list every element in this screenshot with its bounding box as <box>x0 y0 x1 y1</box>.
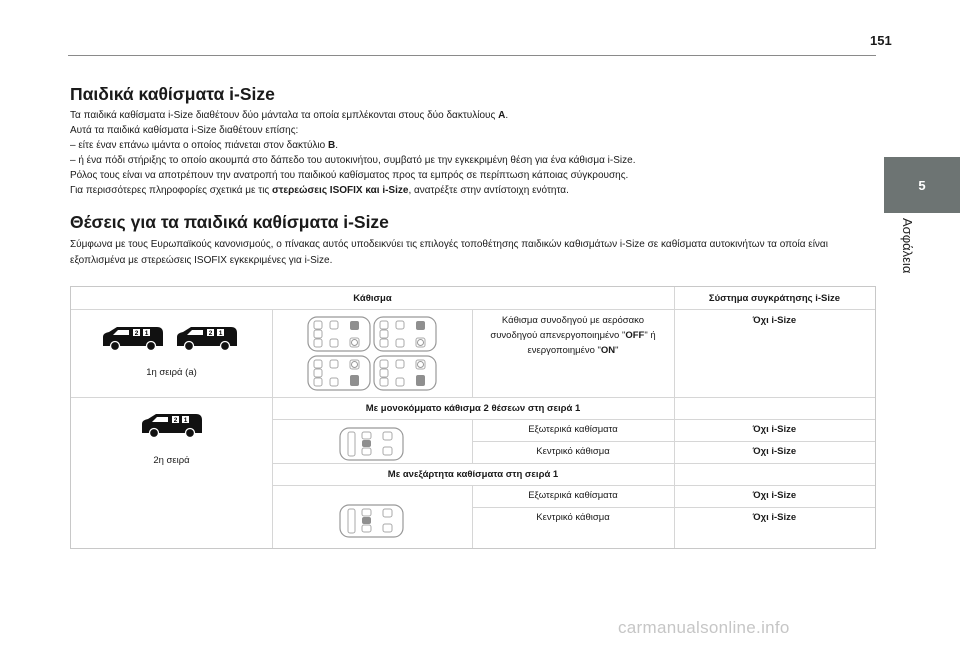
group1-title: Με μονοκόμματο κάθισμα 2 θέσεων στη σειρά 1 <box>365 403 581 414</box>
car-top-view-icon <box>339 427 405 461</box>
van-icon <box>140 411 204 439</box>
list-item-support-leg: – ή ένα πόδι στήριξης το οποίο ακουμπά στο δάπεδο του αυτοκινήτου, συμβατό με την εγκεκριμένη θέση για ένα κάθισμα i-Size. <box>70 155 636 166</box>
isize-positions-table <box>70 286 876 549</box>
row1-value: Όχι i-Size <box>752 315 797 326</box>
chapter-tab[interactable] <box>884 157 960 213</box>
intro-line-1: Σύμφωνα με τους Ευρωπαϊκούς κανονισμούς, ο πίνακας αυτός υποδεικνύει τις επιλογές τοποθέτησης παιδικών καθισμάτων i-Size σε καθίσματα αυτοκινήτων τα οποία είναι <box>70 239 828 250</box>
group2-title: Με ανεξάρτητα καθίσματα στη σειρά 1 <box>387 469 559 480</box>
svg-text:1: 1 <box>183 417 188 424</box>
seat-diagrams-row1 <box>306 315 438 391</box>
paragraph-1: Τα παιδικά καθίσματα i-Size διαθέτουν δύο μάνταλα τα οποία εμπλέκονται στους δύο δακτυλίους A. <box>70 110 509 121</box>
group2-outer-seats: Εξωτερικά καθίσματα <box>528 490 618 501</box>
watermark: carmanualsonline.info <box>618 618 790 637</box>
van-icon <box>177 327 237 351</box>
svg-text:1: 1 <box>144 330 149 337</box>
isofix-link[interactable]: στερεώσεις ISOFIX και i-Size <box>272 185 409 196</box>
group2-outer-value: Όχι i-Size <box>752 490 797 501</box>
car-top-view-icon <box>308 317 370 351</box>
group1-center-value: Όχι i-Size <box>752 446 797 457</box>
section-title-isize: Παιδικά καθίσματα i-Size <box>70 84 275 104</box>
svg-text:2: 2 <box>173 417 178 424</box>
car-top-view-icon <box>374 317 436 351</box>
row2-label: 2η σειρά <box>153 455 190 466</box>
page-number: 151 <box>870 33 892 48</box>
group1-outer-seats: Εξωτερικά καθίσματα <box>528 424 618 435</box>
paragraph-2: Αυτά τα παιδικά καθίσματα i-Size διαθέτουν επίσης: <box>70 125 299 136</box>
group1-outer-value: Όχι i-Size <box>752 424 797 435</box>
group1-center-seat: Κεντρικό κάθισμα <box>536 446 610 457</box>
van-icons-row1 <box>101 324 241 352</box>
header-restraint-system: Σύστημα συγκράτησης i-Size <box>708 293 841 304</box>
car-top-view-icon <box>374 356 436 390</box>
header-seat: Κάθισμα <box>353 293 392 304</box>
intro-line-2: εξοπλισμένα με στερεώσεις ISOFIX εγκεκριμένες για i-Size. <box>70 255 333 266</box>
svg-text:2: 2 <box>134 330 139 337</box>
group2-center-value: Όχι i-Size <box>752 512 797 523</box>
car-top-view-icon <box>339 504 405 538</box>
row1-description: Κάθισμα συνοδηγού με αερόσακο συνοδηγού απενεργοποιημένο "OFF" ή ενεργοποιημένο "ON" <box>490 315 656 356</box>
group2-center-seat: Κεντρικό κάθισμα <box>536 512 610 523</box>
chapter-number: 5 <box>918 177 926 193</box>
svg-text:2: 2 <box>208 330 213 337</box>
section-title-positions: Θέσεις για τα παιδικά καθίσματα i-Size <box>70 212 389 232</box>
van-icon <box>103 327 163 351</box>
top-rule <box>68 55 876 56</box>
car-top-view-icon <box>308 356 370 390</box>
list-item-top-tether: – είτε έναν επάνω ιμάντα ο οποίος πιάνεται στον δακτύλιο B. <box>70 140 339 151</box>
chapter-label: Ασφάλεια <box>900 218 915 274</box>
paragraph-more-info: Για περισσότερες πληροφορίες σχετικά με τις στερεώσεις ISOFIX και i-Size, ανατρέξτε στην αντίστοιχη ενότητα. <box>70 185 569 196</box>
svg-text:1: 1 <box>218 330 223 337</box>
paragraph-role: Ρόλος τους είναι να αποτρέπουν την ανατροπή του παιδικού καθίσματος προς τα εμπρός σε περίπτωση κάποιας σύγκρουσης. <box>70 170 629 181</box>
row1-label: 1η σειρά (a) <box>146 367 197 378</box>
